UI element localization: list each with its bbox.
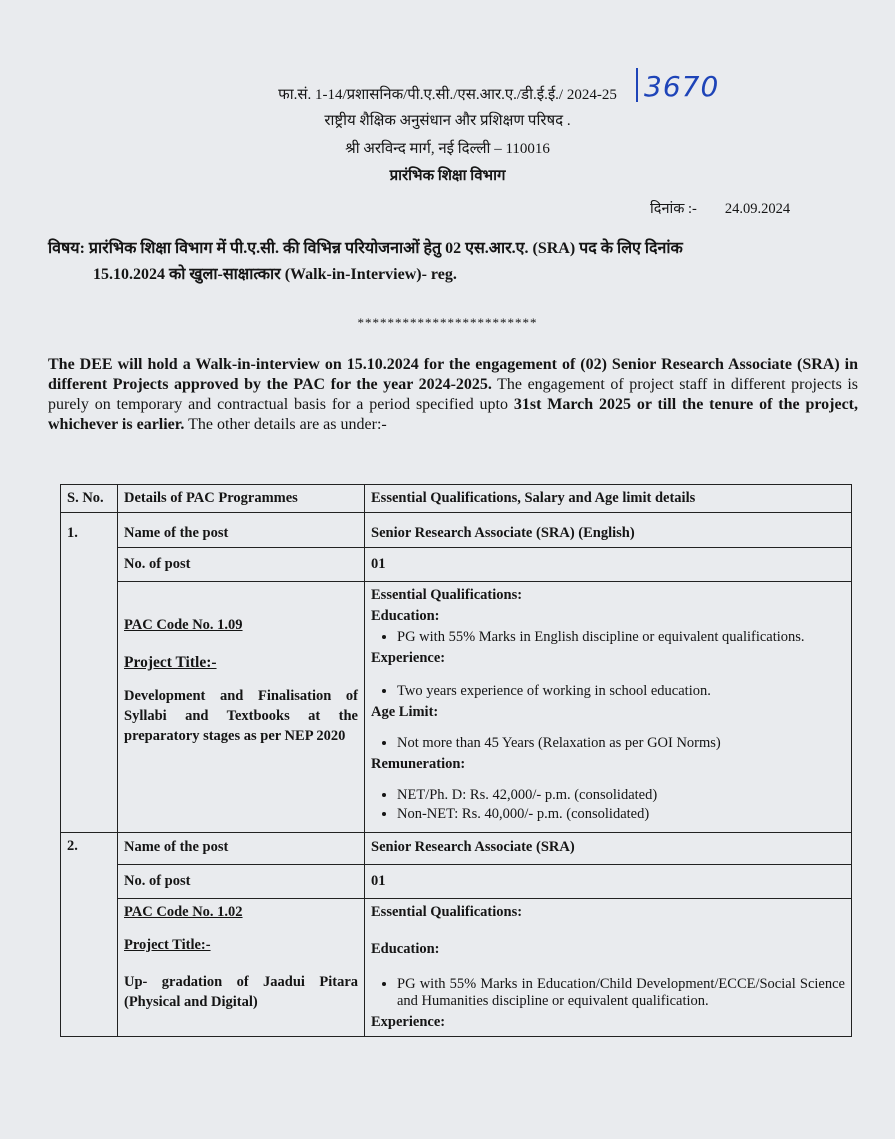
table-row [61,865,852,899]
row-1-name-value: Senior Research Associate (SRA) (English) [365,513,852,548]
table-row [61,513,852,548]
subject [48,236,858,288]
row-1-rem-item: • NET/Ph. D: Rs. 42,000/- p.m. (consolidated) [397,787,845,804]
row-1-exp-label: Experience: [371,650,446,666]
organization-name: राष्ट्रीय शैक्षिक अनुसंधान और प्रशिक्षण परिषद . [324,113,571,129]
row-1-qualification-cell [365,582,852,833]
department-name: प्रारंभिक शिक्षा विभाग [389,168,506,184]
row-1-age-item: • Not more than 45 Years (Relaxation as per GOI Norms) [397,735,845,752]
reference-line [0,84,895,104]
row-2-project-title: Up- gradation of Jaadui Pitara (Physical and Digital) [124,974,358,1010]
row-2-edu-item: • PG with 55% Marks in Education/Child Development/ECCE/Social Science and Humanities discipline or equivalent qualification. [397,976,845,1010]
row-2-pac-code: PAC Code No. 1.02 [124,904,243,920]
row-1-age-label: Age Limit: [371,704,439,720]
subject-line-2: 15.10.2024 को खुला-साक्षात्कार (Walk-in-Interview)- reg. [93,266,457,283]
row-1-eq-label: Essential Qualifications: [371,587,523,603]
separator-stars: ************************ [357,315,538,330]
row-1-rem-item: • Non-NET: Rs. 40,000/- p.m. (consolidated) [397,806,845,823]
row-1-sno: 1. [61,513,118,833]
header-qualifications: Essential Qualifications, Salary and Age limit details [365,485,852,513]
positions-table [60,484,852,1037]
row-2-qualification-cell [365,899,852,1037]
row-1-rem-label: Remuneration: [371,756,466,772]
row-1-pac-code: PAC Code No. 1.09 [124,617,243,633]
row-2-project-label: Project Title:- [124,937,211,953]
row-2-project-cell [118,899,365,1037]
handwritten-dispatch-number: 3670 [636,68,719,103]
row-1-edu-label: Education: [371,608,440,624]
table-header-row [61,485,852,513]
row-2-edu-label: Education: [371,941,440,957]
row-1-project-label: Project Title:- [124,654,217,671]
row-2-eq-label: Essential Qualifications: [371,904,523,920]
row-1-name-label: Name of the post [118,513,365,548]
intro-paragraph: The DEE will hold a Walk-in-interview on 15.10.2024 for the engagement of (02) Senior Research Associate (SRA) in different Projects approved by the PAC for the year 2024-2025. The engagement of project staff in different projects is purely on temporary and contractual basis for a period specified upto 31st March 2025 or till the tenure of the project, whichever is earlier. The other details are as under:- [48,356,859,433]
reference-number: फा.सं. 1-14/प्रशासनिक/पी.ए.सी./एस.आर.ए./डी.ई.ई./ 2024-25 [278,87,617,103]
row-1-nop-label: No. of post [118,548,365,582]
row-1-project-cell [118,582,365,833]
table-row [61,582,852,833]
header-details: Details of PAC Programmes [118,485,365,513]
row-2-nop-value: 01 [365,865,852,899]
row-2-exp-label: Experience: [371,1014,446,1030]
date-label: दिनांक :- [650,201,697,217]
date-line [650,198,790,218]
subject-line-1: विषय: प्रारंभिक शिक्षा विभाग में पी.ए.सी. की विभिन्न परियोजनाओं हेतु 02 एस.आर.ए. (SRA) पद के लिए दिनांक [48,240,683,257]
pen-stroke [636,68,638,102]
row-2-sno: 2. [61,833,118,1037]
row-1-exp-item: • Two years experience of working in school education. [397,683,845,700]
row-2-name-value: Senior Research Associate (SRA) [365,833,852,865]
row-1-project-title: Development and Finalisation of Syllabi and Textbooks at the preparatory stages as per NEP 2020 [124,688,358,744]
row-1-nop-value: 01 [365,548,852,582]
date-value: 24.09.2024 [724,201,791,217]
table-row [61,833,852,865]
row-1-edu-item: • PG with 55% Marks in English discipline or equivalent qualifications. [397,629,845,646]
organization-address: श्री अरविन्द मार्ग, नई दिल्ली – 110016 [345,141,550,157]
row-2-name-label: Name of the post [118,833,365,865]
table-row [61,548,852,582]
row-2-nop-label: No. of post [118,865,365,899]
header-sno: S. No. [61,485,118,513]
table-row [61,899,852,1037]
